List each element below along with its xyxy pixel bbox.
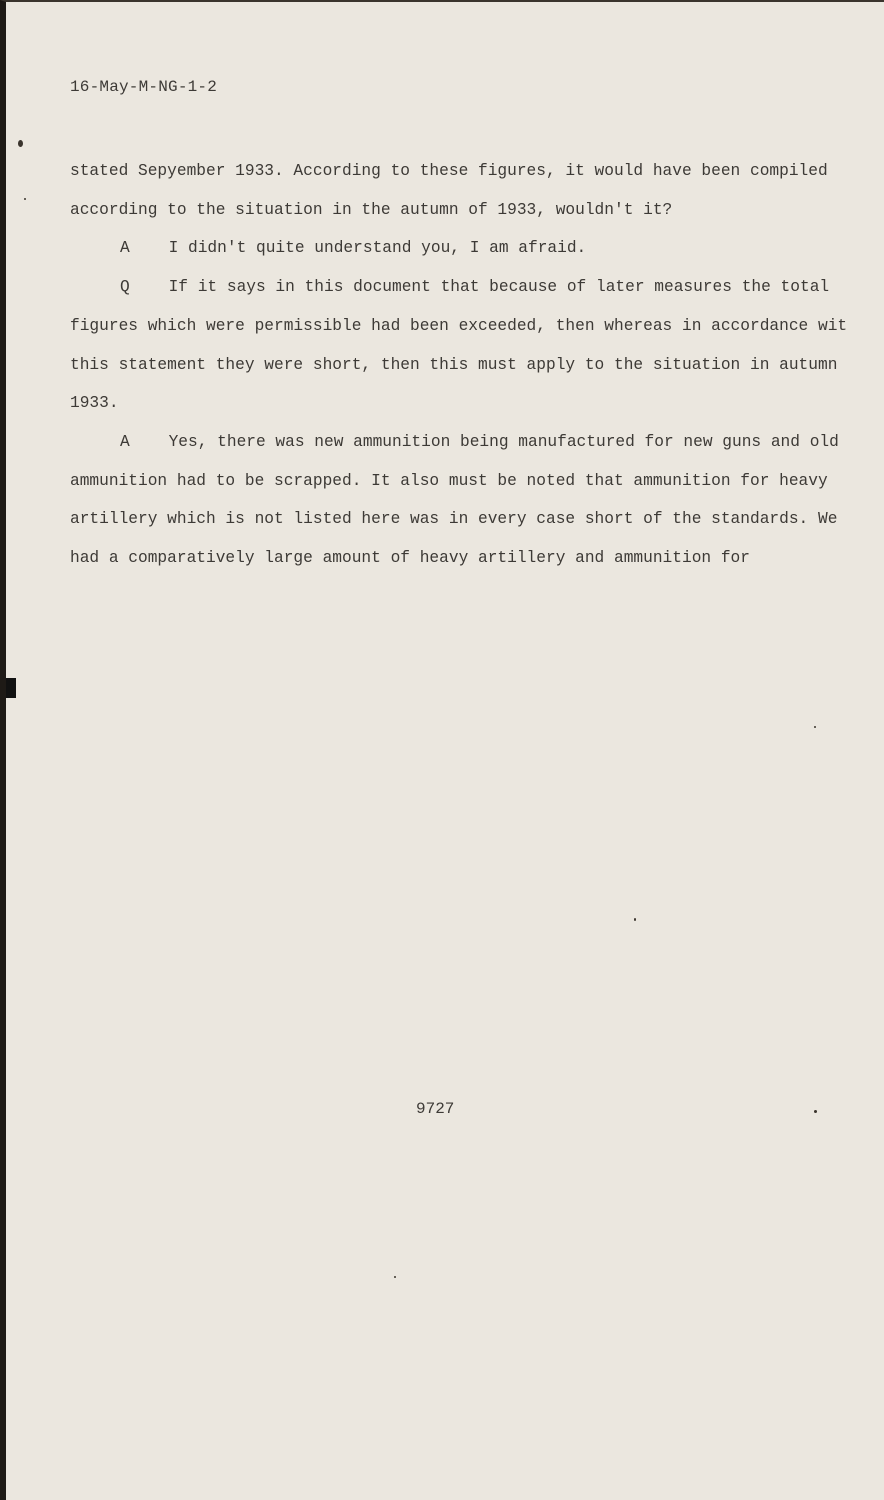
answer-line: A I didn't quite understand you, I am afraid. [120,239,587,258]
transcript-line: ammunition had to be scrapped. It also must be noted that ammunition for heavy [70,471,828,490]
answer-line: A Yes, there was new ammunition being manufactured for new guns and old [120,432,839,451]
transcript-line: 1933. [70,394,119,413]
document-header-code: 16-May-M-NG-1-2 [70,78,218,96]
transcript-line: this statement they were short, then this must apply to the situation in autumn [70,355,838,374]
paper-speck [814,726,816,728]
transcript-line: figures which were permissible had been exceeded, then whereas in accordance wit [70,316,848,335]
paper-speck [394,1276,396,1278]
paper-speck [814,1110,817,1113]
paper-speck [24,198,26,200]
question-line: Q If it says in this document that because of later measures the total [120,278,830,297]
transcript-line: according to the situation in the autumn of 1933, wouldn't it? [70,200,673,219]
transcript-line: stated Sepyember 1933. According to these figures, it would have been compiled [70,162,828,180]
paper-speck [18,140,23,147]
transcript-body [70,152,848,578]
binding-mark [6,678,16,698]
page-number: 9727 [416,1100,455,1118]
transcript-line: artillery which is not listed here was in every case short of the standards. We [70,510,838,529]
paper-speck [634,918,636,921]
transcript-line: had a comparatively large amount of heavy artillery and ammunition for [70,549,750,568]
